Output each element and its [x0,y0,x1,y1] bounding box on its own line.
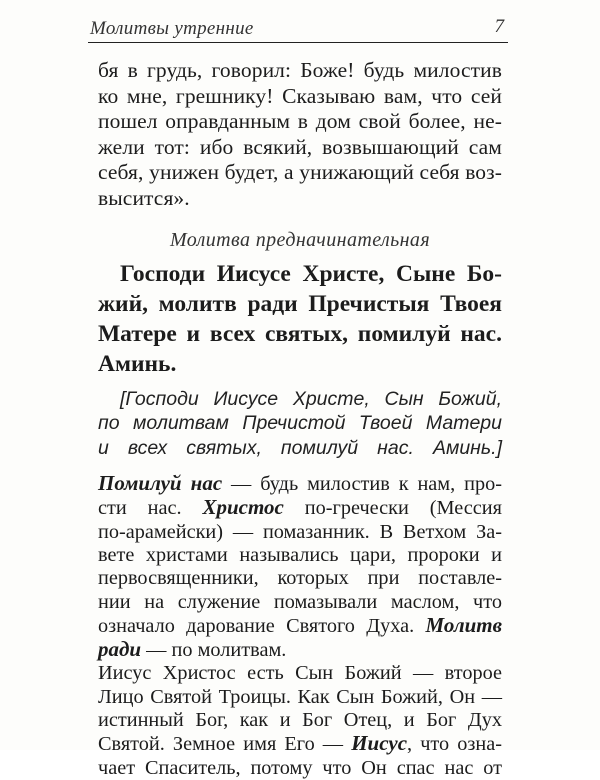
translation-line: по молитвам Пречистой Твоей Матери [98,412,502,435]
running-header-title: Молитвы утренние [90,18,254,39]
glossary-term: Христос [202,495,284,520]
translation-line: и всех святых, помилуй нас. Аминь.] [98,436,502,459]
text-line: бя в грудь, говорил: Боже! будь милостив [98,58,502,82]
text-line: высится». [98,185,190,210]
commentary-line: первосвященники, которых при поставле- [98,567,502,590]
commentary-line: нии на служение помазывали маслом, что [98,590,502,613]
prayer-translation [98,387,502,461]
running-header [88,14,508,43]
commentary [98,472,502,780]
commentary-line: вете христами назывались цари, пророки и [98,543,502,566]
page-number: 7 [494,16,504,37]
commentary-text: означало дарование Святого Духа. [98,614,426,637]
prayer-line: Аминь. [98,350,177,377]
commentary-line [98,614,502,638]
text-line: ко мне, грешнику! Сказываю вам, что сей [98,83,502,108]
commentary-text: сти нас. [98,497,203,520]
prayer-line: жий, молитв ради Пречистыя Твоея [98,290,502,317]
commentary-text: — по молитвам. [141,639,287,662]
translation-line: [Господи Иисусе Христе, Сын Божий, [120,387,502,410]
glossary-term: Иисус [351,731,408,756]
commentary-line [98,496,502,520]
commentary-line [98,472,502,496]
prayer-text [98,259,502,379]
intro-paragraph [98,58,502,212]
text-line: пошел оправданным в дом свой более, не- [98,109,502,134]
page-content [98,58,502,780]
commentary-line: чает Спаситель, потому что Он спас нас от [98,756,502,779]
text-line: себя, унижен будет, а унижающий себя воз- [98,160,502,185]
commentary-line: истинный Бог, как и Бог Отец, и Бог Дух [98,709,502,732]
commentary-line [98,638,502,662]
glossary-term: Молитв [425,612,502,637]
section-heading: Молитва предначинательная [169,228,431,251]
commentary-text: , что озна- [407,733,502,756]
prayer-line: Матере и всех святых, помилуй нас. [98,320,502,347]
commentary-line: по-арамейски) — помазанник. В Ветхом За- [98,520,502,543]
commentary-line: Лицо Святой Троицы. Как Сын Божий, Он — [98,685,502,708]
commentary-text: — будь милостив к нам, про- [222,473,502,496]
text-line: жели тот: ибо всякий, возвышающий сам [98,134,502,159]
glossary-term: Помилуй нас [98,471,223,496]
commentary-line: Иисус Христос есть Сын Божий — второе [98,662,502,685]
glossary-term: ради [98,637,142,662]
prayer-line: Господи Иисусе Христе, Сыне Бо- [120,260,502,287]
commentary-text: по-гречески (Мессия [283,497,502,520]
commentary-text: Святой. Земное имя Его — [98,733,352,756]
commentary-line [98,732,502,756]
